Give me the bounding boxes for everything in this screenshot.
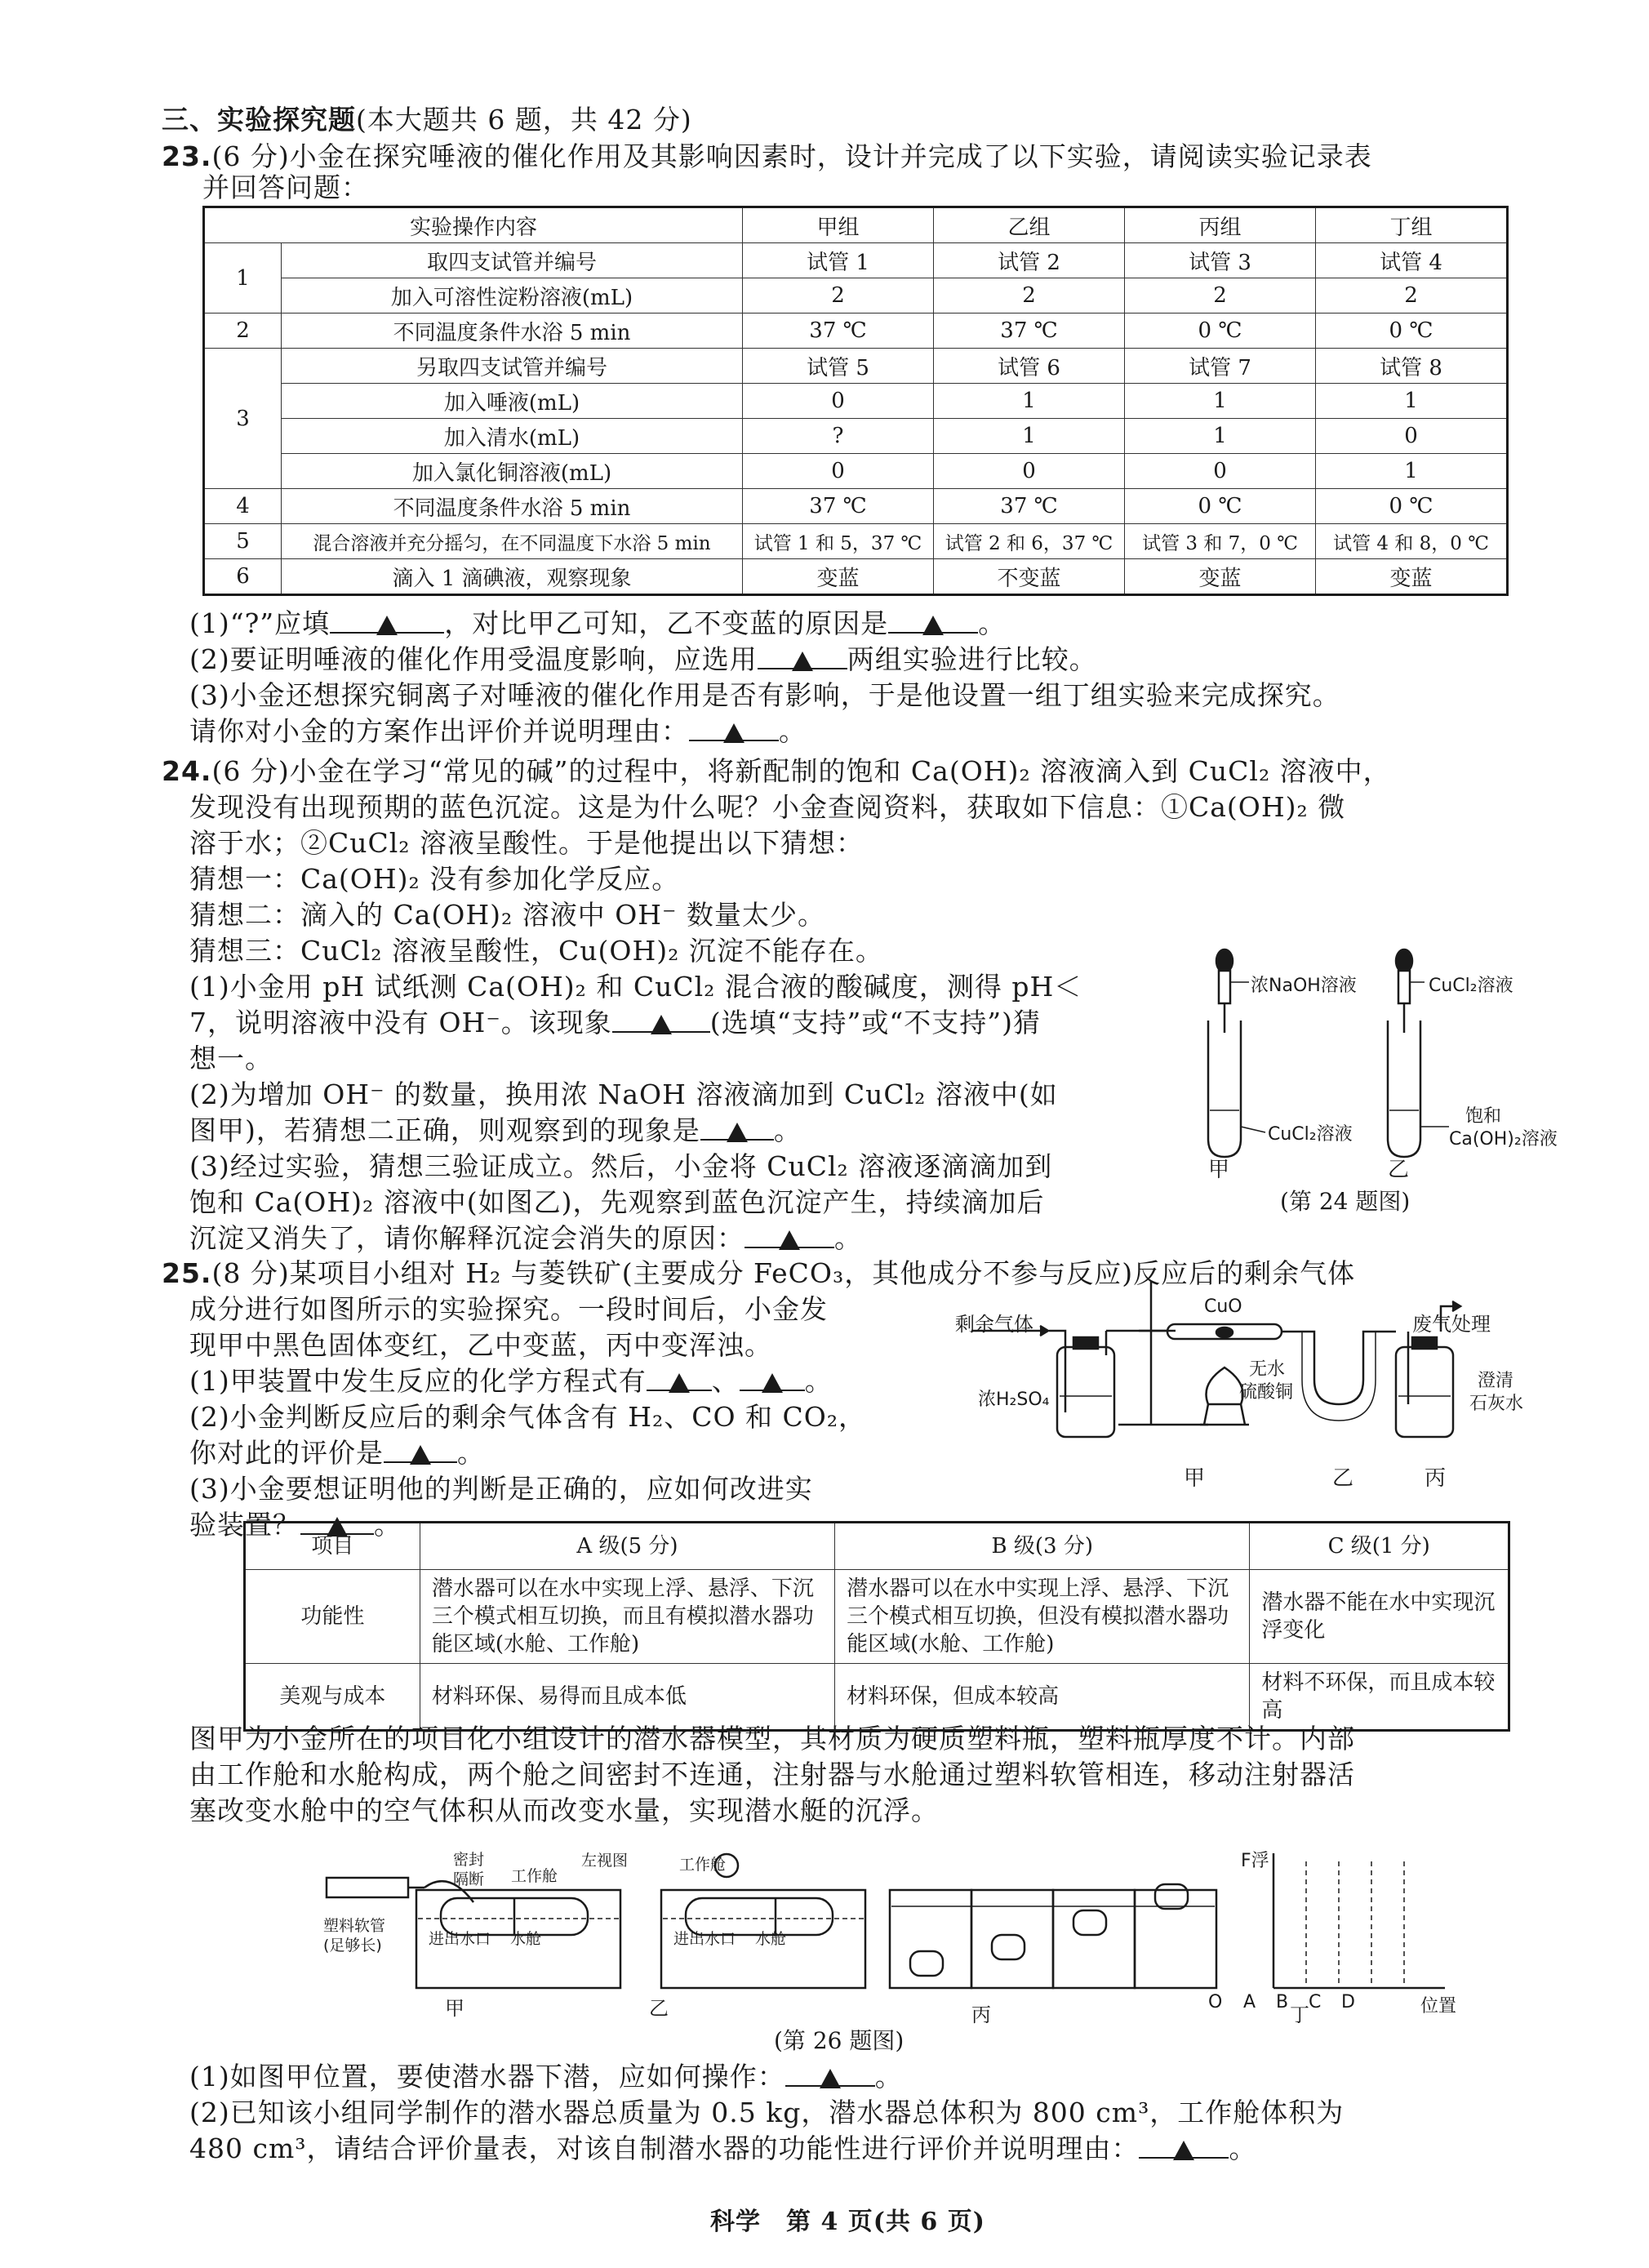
cell: 试管 6 [934, 349, 1125, 384]
cell: 37 ℃ [934, 314, 1125, 349]
fig26-label: 左视图 [581, 1852, 629, 1870]
table-row [204, 278, 1508, 314]
fig26-name: 丁 [1290, 2003, 1309, 2026]
triangle-icon [762, 1373, 783, 1393]
cell: ? [743, 419, 934, 454]
header-cell: 丁组 [1316, 207, 1508, 243]
q26-eval-table [243, 1521, 1510, 1732]
fig25-name: 丙 [1425, 1466, 1447, 1491]
cell: 材料环保、易得而且成本低 [420, 1664, 834, 1731]
fig26-pos-O: O [1208, 1992, 1223, 2012]
q24-p1a: (1)小金用 pH 试纸测 Ca(OH)₂ 和 CuCl₂ 混合液的酸碱度，测得 pH＜ [189, 971, 1082, 1003]
q25-p3b [189, 1507, 402, 1543]
triangle-icon [651, 1015, 672, 1034]
q25-p1-text: (1)甲装置中发生反应的化学方程式有 [189, 1365, 647, 1397]
cell: 0 [934, 454, 1125, 489]
cell: 0 ℃ [1316, 314, 1508, 349]
q24-p1-text2: (选填“支持”或“不支持”)猜 [709, 1007, 1041, 1038]
op-cell: 加入可溶性淀粉溶液(mL) [282, 278, 743, 314]
header-cell: A 级(5 分) [420, 1523, 834, 1570]
cell: 功能性 [245, 1570, 420, 1664]
q23-p2-text2: 两组实验进行比较。 [847, 643, 1097, 675]
cell: 试管 2 [934, 243, 1125, 278]
table-row [204, 489, 1508, 524]
q24-p3c [189, 1221, 862, 1256]
fig25-name: 甲 [1184, 1466, 1206, 1491]
q26-para1: 图甲为小金所在的项目化小组设计的潜水器模型，其材质为硬质塑料瓶，塑料瓶厚度不计。内部 [189, 1723, 1355, 1754]
cell: 材料环保，但成本较高 [835, 1664, 1250, 1731]
table-row [204, 524, 1508, 559]
cell: 潜水器可以在水中实现上浮、悬浮、下沉三个模式相互切换，而且有模拟潜水器功能区域(水舱、工作舱) [420, 1570, 834, 1664]
fig24-name: 甲 [1208, 1158, 1230, 1182]
q25-p3a: (3)小金要想证明他的判断是正确的，应如何改进实 [189, 1473, 813, 1505]
q25-p2a: (2)小金判断反应后的剩余气体含有 H₂、CO 和 CO₂， [189, 1401, 867, 1433]
fig26-caption: (第 26 题图) [774, 2027, 905, 2054]
fig25-label: 石灰水 [1469, 1394, 1524, 1414]
q25-p2-text: 你对此的评价是 [189, 1437, 384, 1469]
triangle-icon [1173, 2141, 1194, 2160]
triangle-icon [376, 616, 398, 635]
q23-p2-text: (2)要证明唾液的催化作用受温度影响，应选用 [189, 643, 758, 675]
fig26-name: 甲 [445, 1997, 464, 2020]
fig26-label: 进出水口 [673, 1930, 736, 1948]
q24-line2: 发现没有出现预期的蓝色沉淀。这是为什么呢？小金查阅资料，获取如下信息：①Ca(OH)₂ 微 [189, 791, 1346, 823]
q24-p2-end: 。 [773, 1114, 802, 1146]
answer-blank[interactable] [384, 1435, 457, 1463]
cell: 2 [934, 278, 1125, 314]
fig26-label: 工作舱 [511, 1867, 558, 1885]
q23-p3-end: 。 [779, 715, 807, 747]
cell: 试管 1 和 5，37 ℃ [743, 524, 934, 559]
q26-p2-text: 480 cm³，请结合评价量表，对该自制潜水器的功能性进行评价并说明理由： [189, 2132, 1140, 2164]
fig26-label: 密封 [453, 1851, 485, 1869]
q25-line2: 成分进行如图所示的实验探究。一段时间后，小金发 [189, 1293, 828, 1325]
q23-p1-text2: ，对比甲乙可知，乙不变蓝的原因是 [444, 607, 889, 639]
step-cell: 5 [204, 524, 282, 559]
q23-experiment-table [202, 206, 1509, 596]
op-cell: 不同温度条件水浴 5 min [282, 314, 743, 349]
answer-blank[interactable] [744, 1221, 834, 1248]
q25-p1-sep: 、 [711, 1365, 740, 1397]
triangle-icon [669, 1373, 690, 1393]
cell: 不变蓝 [934, 559, 1125, 595]
cell: 1 [1316, 384, 1508, 419]
cell: 美观与成本 [245, 1664, 420, 1731]
q24-guess3: 猜想三：CuCl₂ 溶液呈酸性，Cu(OH)₂ 沉淀不能存在。 [189, 935, 883, 967]
q24-p3a: (3)经过实验，猜想三验证成立。然后，小金将 CuCl₂ 溶液逐滴滴加到 [189, 1150, 1053, 1182]
q25-p1 [189, 1363, 833, 1399]
q25-p2b [189, 1435, 485, 1471]
answer-blank[interactable] [785, 2059, 875, 2087]
table-row [204, 559, 1508, 595]
cell: 试管 8 [1316, 349, 1508, 384]
op-cell: 加入唾液(mL) [282, 384, 743, 419]
q23-part3b [189, 714, 807, 749]
fig25-label: 硫酸铜 [1239, 1382, 1294, 1403]
q24-p3-text: 沉淀又消失了，请你解释沉淀会消失的原因： [189, 1222, 744, 1254]
op-cell: 滴入 1 滴碘液，观察现象 [282, 559, 743, 595]
table-row [204, 349, 1508, 384]
triangle-icon [779, 1230, 800, 1250]
fig24-caption: (第 24 题图) [1280, 1188, 1411, 1215]
cell: 试管 3 [1125, 243, 1316, 278]
fig26-axis-x: 位置 [1420, 1996, 1457, 2017]
cell: 试管 5 [743, 349, 934, 384]
cell: 试管 4 和 8，0 ℃ [1316, 524, 1508, 559]
q23-intro-text: (6 分)小金在探究唾液的催化作用及其影响因素时，设计并完成了以下实验，请阅读实验记录表 [211, 140, 1372, 172]
fig26-label: 水舱 [510, 1930, 542, 1948]
fig26-label: 塑料软管 [323, 1917, 386, 1935]
table-header-row [204, 207, 1508, 243]
q26-p1-end: 。 [874, 2061, 903, 2092]
header-cell: 实验操作内容 [204, 207, 743, 243]
q24-p3b: 饱和 Ca(OH)₂ 溶液中(如图乙)，先观察到蓝色沉淀产生，持续滴加后 [189, 1186, 1045, 1218]
fig26-submarine [318, 1845, 1461, 2000]
fig24-label: CuCl₂溶液 [1268, 1124, 1353, 1145]
answer-blank[interactable] [758, 642, 847, 669]
q25-p3-end: 。 [374, 1509, 402, 1541]
fig24-label: Ca(OH)₂溶液 [1449, 1129, 1558, 1150]
q23-p3-text: 请你对小金的方案作出评价并说明理由： [189, 715, 689, 747]
answer-blank[interactable] [1139, 2131, 1229, 2159]
cell: 0 [743, 454, 934, 489]
cell: 试管 3 和 7，0 ℃ [1125, 524, 1316, 559]
table-row [204, 314, 1508, 349]
q23-part2 [189, 642, 1097, 678]
q23-p1-text: (1)“?”应填 [189, 607, 331, 639]
table-row [245, 1570, 1509, 1664]
step-cell: 3 [204, 349, 282, 489]
q24-p3-end: 。 [834, 1222, 862, 1254]
page-footer: 科学 第 4 页(共 6 页) [710, 2208, 985, 2236]
q24-guess1: 猜想一：Ca(OH)₂ 没有参加化学反应。 [189, 863, 680, 895]
q24-p2a: (2)为增加 OH⁻ 的数量，换用浓 NaOH 溶液滴加到 CuCl₂ 溶液中(如 [189, 1078, 1058, 1110]
cell: 2 [1125, 278, 1316, 314]
fig24-label: CuCl₂溶液 [1429, 976, 1513, 996]
cell: 1 [934, 384, 1125, 419]
q23-part1 [189, 606, 1006, 642]
table-row [204, 243, 1508, 278]
fig24-label: 浓NaOH溶液 [1251, 976, 1357, 996]
fig24-label: 饱和 [1465, 1106, 1502, 1127]
cell: 0 [1125, 454, 1316, 489]
table-row [204, 384, 1508, 419]
q26-p2b [189, 2131, 1256, 2167]
section-title [162, 102, 692, 138]
cell: 试管 1 [743, 243, 934, 278]
answer-blank[interactable] [612, 1005, 710, 1033]
triangle-icon [327, 1517, 348, 1536]
answer-blank[interactable] [700, 1113, 774, 1141]
section-note: (本大题共 6 题，共 42 分) [356, 104, 692, 136]
step-cell: 1 [204, 243, 282, 314]
cell: 37 ℃ [934, 489, 1125, 524]
op-cell: 加入清水(mL) [282, 419, 743, 454]
q26-p2a: (2)已知该小组同学制作的潜水器总质量为 0.5 kg，潜水器总体积为 800 cm³，工作舱体积为 [189, 2097, 1345, 2128]
op-cell: 混合溶液并充分摇匀，在不同温度下水浴 5 min [282, 524, 743, 559]
fig25-label: CuO [1204, 1296, 1242, 1317]
triangle-icon [723, 723, 744, 743]
cell: 变蓝 [743, 559, 934, 595]
q25-text: (8 分)某项目小组对 H₂ 与菱铁矿(主要成分 FeCO₃，其他成分不参与反应)反应后的剩余气体 [211, 1257, 1356, 1289]
table-row [204, 454, 1508, 489]
fig26-label: 水舱 [755, 1930, 787, 1948]
op-cell: 另取四支试管并编号 [282, 349, 743, 384]
cell: 潜水器不能在水中实现沉浮变化 [1250, 1570, 1509, 1664]
q24-text: (6 分)小金在学习“常见的碱”的过程中，将新配制的饱和 Ca(OH)₂ 溶液滴入到 CuCl₂ 溶液中， [211, 755, 1391, 787]
cell: 1 [1125, 384, 1316, 419]
cell: 2 [743, 278, 934, 314]
q25-p2-end: 。 [457, 1437, 485, 1469]
fig25-label: 剩余气体 [955, 1313, 1033, 1336]
cell: 1 [1125, 419, 1316, 454]
q25-p1-end: 。 [804, 1365, 833, 1397]
cell: 0 ℃ [1125, 314, 1316, 349]
fig26-name: 丙 [971, 2003, 991, 2026]
header-cell: C 级(1 分) [1250, 1523, 1509, 1570]
fig26-label: (足够长) [323, 1937, 382, 1954]
section-title-text: 三、实验探究题 [162, 104, 356, 136]
answer-blank[interactable] [888, 606, 978, 634]
q24-p2-text: 图甲)，若猜想二正确，则观察到的现象是 [189, 1114, 700, 1146]
q24-p1d: 想一。 [189, 1043, 273, 1074]
q26-p1 [189, 2059, 903, 2095]
q26-para2: 由工作舱和水舱构成，两个舱之间密封不连通，注射器与水舱通过塑料软管相连，移动注射器活 [189, 1759, 1355, 1790]
q25-line3: 现甲中黑色固体变红，乙中变蓝，丙中变浑浊。 [189, 1329, 772, 1361]
cell: 变蓝 [1125, 559, 1316, 595]
cell: 0 [743, 384, 934, 419]
q24-p1-text: 7，说明溶液中没有 OH⁻。该现象 [189, 1007, 612, 1038]
cell: 1 [934, 419, 1125, 454]
step-cell: 4 [204, 489, 282, 524]
answer-blank[interactable] [300, 1507, 374, 1535]
triangle-icon [727, 1123, 748, 1142]
fig24-name: 乙 [1388, 1158, 1410, 1182]
fig26-pos-D: D [1341, 1992, 1355, 2012]
fig26-label: 进出水口 [429, 1930, 491, 1948]
table-header-row [245, 1523, 1509, 1570]
cell: 0 [1316, 419, 1508, 454]
fig26-label: 隔断 [453, 1870, 485, 1888]
q24-line3: 溶于水；②CuCl₂ 溶液呈酸性。于是他提出以下猜想： [189, 827, 865, 859]
header-cell: 丙组 [1125, 207, 1316, 243]
fig25-name: 乙 [1332, 1466, 1354, 1491]
fig26-axis-y: F浮 [1241, 1851, 1269, 1871]
op-cell: 取四支试管并编号 [282, 243, 743, 278]
header-cell: B 级(3 分) [835, 1523, 1250, 1570]
cell: 1 [1316, 454, 1508, 489]
fig26-pos-C: C [1309, 1992, 1322, 2012]
cell: 37 ℃ [743, 314, 934, 349]
q25-p3-text: 验装置？ [189, 1509, 300, 1541]
fig26-pos-B: B [1276, 1992, 1289, 2012]
triangle-icon [922, 616, 944, 635]
op-cell: 加入氯化铜溶液(mL) [282, 454, 743, 489]
cell: 37 ℃ [743, 489, 934, 524]
cell: 材料不环保，而且成本较高 [1250, 1664, 1509, 1731]
cell: 0 ℃ [1125, 489, 1316, 524]
triangle-icon [792, 651, 813, 671]
fig26-name: 乙 [649, 1997, 669, 2020]
answer-blank[interactable] [647, 1363, 712, 1391]
q24-p2b [189, 1113, 802, 1149]
step-cell: 6 [204, 559, 282, 595]
q23-part3: (3)小金还想探究铜离子对唾液的催化作用是否有影响，于是他设置一组丁组实验来完成探究。 [189, 679, 1340, 711]
answer-blank[interactable] [740, 1363, 805, 1391]
q24-intro [162, 754, 1391, 789]
q24-guess2: 猜想二：滴入的 Ca(OH)₂ 溶液中 OH⁻ 数量太少。 [189, 899, 825, 931]
fig25-label: 澄清 [1478, 1371, 1514, 1391]
answer-blank[interactable] [330, 606, 444, 634]
q26-p2-end: 。 [1229, 2132, 1257, 2164]
cell: 潜水器可以在水中实现上浮、悬浮、下沉三个模式相互切换，但没有模拟潜水器功能区域(水舱、工作舱) [835, 1570, 1250, 1664]
answer-blank[interactable] [689, 714, 779, 741]
cell: 试管 7 [1125, 349, 1316, 384]
cell: 变蓝 [1316, 559, 1508, 595]
q24-p1b [189, 1005, 1041, 1041]
cell: 0 ℃ [1316, 489, 1508, 524]
fig25-label: 废气处理 [1412, 1313, 1491, 1336]
q23-intro2: 并回答问题： [202, 171, 369, 203]
cell: 试管 2 和 6，37 ℃ [934, 524, 1125, 559]
triangle-icon [820, 2069, 841, 2088]
header-cell: 项目 [245, 1523, 420, 1570]
q23-number: 23. [162, 140, 212, 172]
step-cell: 2 [204, 314, 282, 349]
triangle-icon [410, 1445, 431, 1465]
fig25-label: 浓H₂SO₄ [978, 1390, 1050, 1410]
q25-number: 25. [162, 1257, 212, 1289]
q23-p1-end: 。 [978, 607, 1007, 639]
table-row [204, 419, 1508, 454]
q24-number: 24. [162, 755, 212, 787]
cell: 试管 4 [1316, 243, 1508, 278]
header-cell: 乙组 [934, 207, 1125, 243]
fig26-label: 工作舱 [679, 1856, 727, 1874]
fig25-label: 无水 [1249, 1359, 1286, 1380]
fig26-pos-A: A [1243, 1992, 1256, 2012]
header-cell: 甲组 [743, 207, 934, 243]
op-cell: 不同温度条件水浴 5 min [282, 489, 743, 524]
q26-p1-text: (1)如图甲位置，要使潜水器下潜，应如何操作： [189, 2061, 785, 2092]
cell: 2 [1316, 278, 1508, 314]
q26-para3: 塞改变水舱中的空气体积从而改变水量，实现潜水艇的沉浮。 [189, 1794, 939, 1826]
